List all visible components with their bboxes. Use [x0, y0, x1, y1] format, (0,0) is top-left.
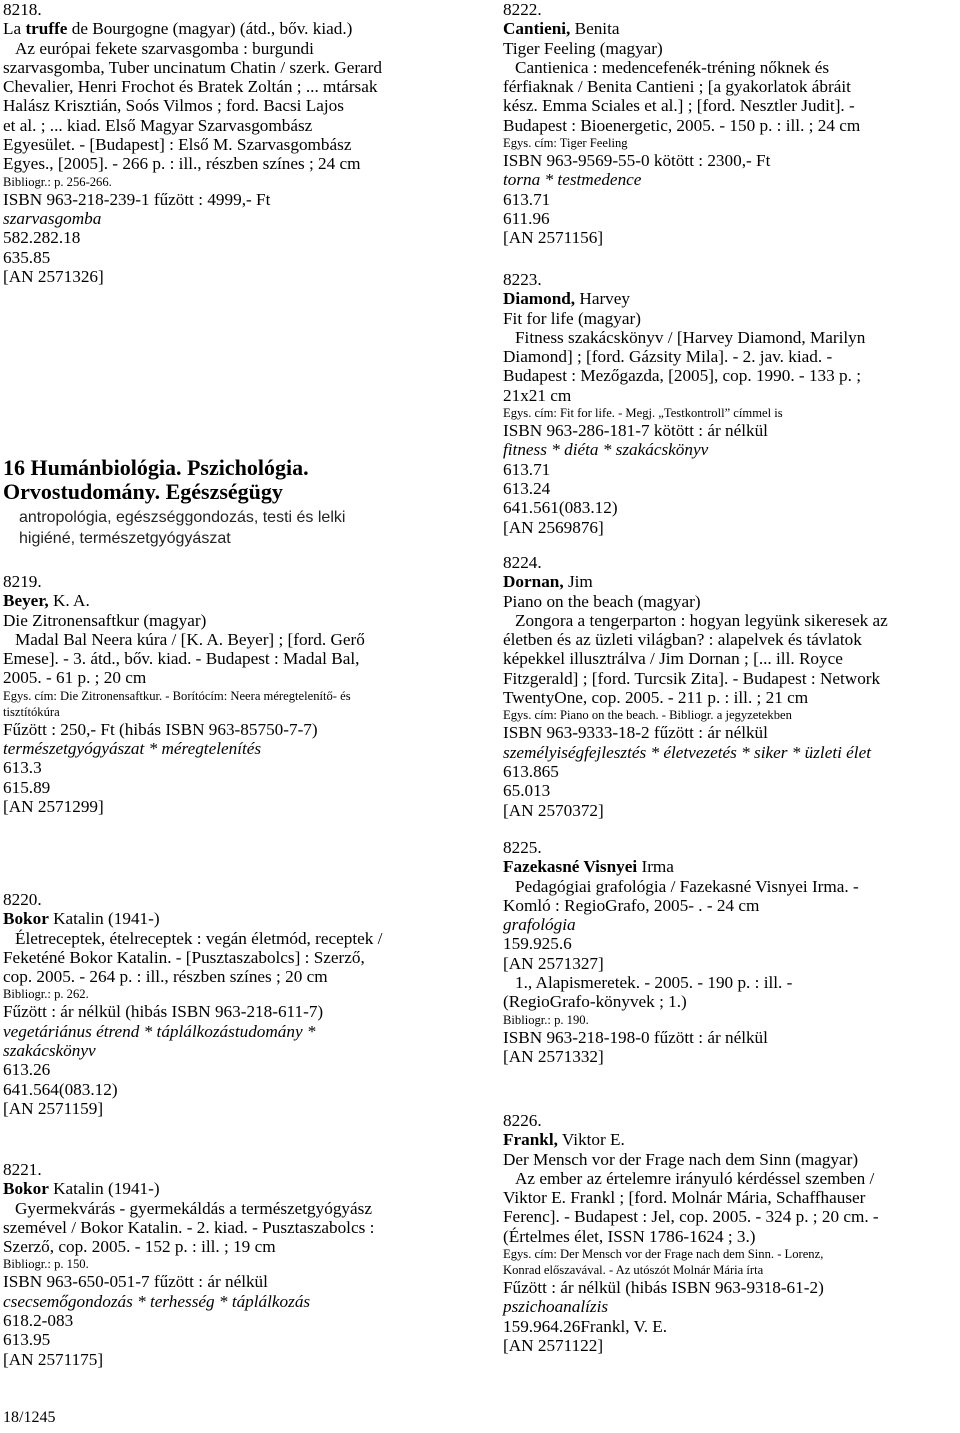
- body-line: Az európai fekete szarvasgomba : burgundi: [15, 38, 314, 58]
- body-line: életben és az üzleti világban? : alapelvek és távlatok: [503, 630, 862, 650]
- subject-line: fitness * diéta * szakácskönyv: [503, 440, 709, 460]
- note-line: Egys. cím: Fit for life. - Megj. „Testkontroll” címmel is: [503, 406, 783, 421]
- body-line: kész. Emma Sciales et al.] ; [ford. Nesztler Judit]. -: [503, 96, 855, 116]
- entry-number: 8222.: [503, 0, 542, 19]
- code-line: 641.561(083.12): [503, 498, 618, 518]
- code-line: 613.24: [503, 478, 551, 498]
- code-line: 635.85: [3, 247, 51, 267]
- entry-author: [503, 572, 888, 591]
- isbn-line: ISBN 963-9569-55-0 kötött : 2300,- Ft: [503, 151, 771, 171]
- author-surname: Frankl,: [503, 1130, 558, 1150]
- entry-number: 8220.: [3, 890, 42, 909]
- author-given: Benita: [570, 19, 620, 39]
- entry-author: [3, 591, 365, 610]
- body-line: Madal Bal Neera kúra / [K. A. Beyer] ; [ford. Gerő: [15, 629, 365, 649]
- body-line: Pedagógiai grafológia / Fazekasné Visnyei Irma. -: [515, 876, 859, 896]
- body-line: Az ember az értelemre irányuló kérdéssel szemben /: [515, 1168, 875, 1188]
- entry-title: Tiger Feeling (magyar): [503, 38, 663, 58]
- body-line: Életreceptek, ételreceptek : vegán életmód, receptek /: [15, 928, 383, 948]
- body-line: 21x21 cm: [503, 385, 572, 405]
- body-line: TwentyOne, cop. 2005. - 211 p. : ill. ; 21 cm: [503, 688, 809, 708]
- note-line: Egys. cím: Der Mensch vor der Frage nach dem Sinn. - Lorenz,: [503, 1247, 824, 1262]
- body-line: (RegioGrafo-könyvek ; 1.): [503, 992, 687, 1012]
- entry-number: 8225.: [503, 838, 542, 857]
- entry-author: [3, 909, 382, 928]
- note-line: Bibliogr.: p. 262.: [3, 987, 89, 1002]
- page-number: 18/1245: [3, 1409, 56, 1426]
- entry-title: Piano on the beach (magyar): [503, 591, 701, 611]
- code-line: 618.2-083: [3, 1311, 74, 1331]
- entry-8223: [503, 270, 865, 537]
- body-line: Komló : RegioGrafo, 2005- . - 24 cm: [503, 895, 760, 915]
- code-line: [AN 2571332]: [503, 1046, 604, 1066]
- code-line: 613.3: [3, 758, 42, 778]
- section-heading-line: Orvostudomány. Egészségügy: [3, 479, 283, 504]
- body-line: cop. 2005. - 264 p. : ill., részben színes ; 20 cm: [3, 967, 328, 987]
- entry-number: 8218.: [3, 0, 42, 19]
- isbn-line: ISBN 963-650-051-7 fűzött : ár nélkül: [3, 1272, 268, 1292]
- author-given: Irma: [637, 857, 674, 877]
- code-line: [AN 2571327]: [503, 953, 604, 973]
- entry-title: [3, 19, 382, 38]
- note-line: Bibliogr.: p. 256-266.: [3, 174, 112, 189]
- code-line: [AN 2571156]: [503, 228, 604, 248]
- code-line: 641.564(083.12): [3, 1079, 118, 1099]
- body-line: Fitzgerald] ; [ford. Turcsik Zita]. - Budapest : Network: [503, 668, 881, 688]
- entry-8218: [3, 0, 382, 286]
- subject-line: személyiségfejlesztés * életvezetés * siker * üzleti élet: [503, 742, 871, 762]
- code-line: [AN 2570372]: [503, 800, 604, 820]
- body-line: Chevalier, Henri Frochot és Bratek Zoltán ; ... mtársak: [3, 77, 378, 97]
- entry-8219: [3, 572, 365, 816]
- author-given: Katalin (1941-): [48, 1179, 160, 1199]
- entry-title: Die Zitronensaftkur (magyar): [3, 610, 207, 630]
- entry-number: 8223.: [503, 270, 542, 289]
- entry-number: 8219.: [3, 572, 42, 591]
- note-line: Bibliogr.: p. 190.: [503, 1012, 589, 1027]
- code-line: [AN 2571159]: [3, 1098, 104, 1118]
- subject-line: szarvasgomba: [3, 208, 102, 228]
- code-line: 613.865: [503, 761, 559, 781]
- entry-author: [503, 289, 865, 308]
- body-line: Halász Krisztián, Soós Vilmos ; ford. Bacsi Lajos: [3, 96, 344, 116]
- entry-title: Der Mensch vor der Frage nach dem Sinn (magyar): [503, 1149, 859, 1169]
- note-line: Egys. cím: Die Zitronensaftkur. - Borítócím: Neera méregtelenítő- és: [3, 688, 351, 703]
- author-given: K. A.: [48, 591, 90, 611]
- author-surname: Diamond,: [503, 289, 576, 309]
- note-line: Konrad előszavával. - Az utószót Molnár Mária írta: [503, 1263, 764, 1278]
- entry-author: [503, 1130, 879, 1149]
- entry-8226: [503, 1111, 879, 1355]
- author-surname: Cantieni,: [503, 19, 571, 39]
- body-line: Viktor E. Frankl ; [ford. Molnár Mária, Schaffhauser: [503, 1188, 866, 1208]
- body-line: Feketéné Bokor Katalin. - [Pusztaszabolcs] : Szerző,: [3, 947, 365, 967]
- entry-8222: [503, 0, 860, 248]
- section-subtitle: [19, 507, 469, 549]
- code-line: 582.282.18: [3, 228, 81, 248]
- note-line: Bibliogr.: p. 150.: [3, 1257, 89, 1272]
- body-line: Fitness szakácskönyv / [Harvey Diamond, Marilyn: [515, 327, 866, 347]
- code-line: 613.26: [3, 1060, 51, 1080]
- title-suffix: de Bourgogne (magyar) (átd., bőv. kiad.): [67, 19, 353, 39]
- section-heading-line: 16 Humánbiológia. Pszichológia.: [3, 455, 309, 480]
- body-line: 2005. - 61 p. ; 20 cm: [3, 668, 147, 688]
- body-line: Gyermekvárás - gyermekáldás a természetgyógyász: [15, 1198, 372, 1218]
- isbn-line: Fűzött : ár nélkül (hibás ISBN 963-9318-61-2): [503, 1278, 824, 1298]
- subject-line: csecsemőgondozás * terhesség * táplálkozás: [3, 1291, 311, 1311]
- code-line: [AN 2571122]: [503, 1335, 604, 1355]
- body-line: szarvasgomba, Tuber uncinatum Chatin / szerk. Gerard: [3, 57, 382, 77]
- body-line: 1., Alapismeretek. - 2005. - 190 p. : ill. -: [515, 973, 793, 993]
- author-given: Harvey: [575, 289, 630, 309]
- section-subtitle-line: higiéné, természetgyógyászat: [19, 530, 231, 547]
- title-keyword: truffe: [25, 19, 68, 39]
- author-surname: Fazekasné Visnyei: [503, 857, 638, 877]
- subject-line: torna * testmedence: [503, 170, 642, 190]
- entry-8221: [3, 1160, 374, 1369]
- body-line: képekkel illusztrálva / Jim Dornan ; [... ill. Royce: [503, 649, 843, 669]
- entry-number: 8221.: [3, 1160, 42, 1179]
- author-given: Viktor E.: [557, 1130, 625, 1150]
- isbn-line: Fűzött : ár nélkül (hibás ISBN 963-218-611-7): [3, 1002, 324, 1022]
- author-surname: Bokor: [3, 1179, 49, 1199]
- entry-author: [503, 857, 859, 876]
- body-line: et al. ; ... kiad. Első Magyar Szarvasgombász: [3, 115, 313, 135]
- section-subtitle-line: antropológia, egészséggondozás, testi és lelki: [19, 509, 346, 526]
- subject-line: szakácskönyv: [3, 1041, 96, 1061]
- body-line: Diamond] ; [ford. Gázsity Mila]. - 2. jav. kiad. -: [503, 347, 833, 367]
- body-line: Cantienica : medencefenék-tréning nőknek és: [515, 57, 830, 77]
- body-line: Egyesület. - [Budapest] : Első M. Szarvasgombász: [3, 135, 352, 155]
- section-heading: [3, 456, 473, 504]
- subject-line: természetgyógyászat * méregtelenítés: [3, 739, 262, 759]
- code-line: [AN 2571299]: [3, 796, 104, 816]
- code-line: 613.71: [503, 189, 551, 209]
- author-given: Katalin (1941-): [48, 909, 160, 929]
- code-line: 615.89: [3, 777, 51, 797]
- body-line: szemével / Bokor Katalin. - 2. kiad. - Pusztaszabolcs :: [3, 1217, 375, 1237]
- subject-line: vegetáriánus étrend * táplálkozástudomány *: [3, 1021, 316, 1041]
- isbn-line: ISBN 963-218-198-0 fűzött : ár nélkül: [503, 1027, 768, 1047]
- code-line: [AN 2571175]: [3, 1349, 104, 1369]
- entry-8224: [503, 553, 888, 820]
- author-surname: Bokor: [3, 909, 49, 929]
- author-surname: Beyer,: [3, 591, 49, 611]
- author-surname: Dornan,: [503, 572, 564, 592]
- code-line: [AN 2571326]: [3, 266, 104, 286]
- isbn-line: Fűzött : 250,- Ft (hibás ISBN 963-85750-7-7): [3, 719, 318, 739]
- body-line: Emese]. - 3. átd., bőv. kiad. - Budapest : Madal Bal,: [3, 649, 360, 669]
- author-given: Jim: [563, 572, 593, 592]
- entry-number: 8226.: [503, 1111, 542, 1130]
- code-line: 611.96: [503, 208, 550, 228]
- isbn-line: ISBN 963-9333-18-2 fűzött : ár nélkül: [503, 723, 768, 743]
- entry-author: [3, 1179, 374, 1198]
- entry-8220: [3, 890, 382, 1118]
- body-line: (Értelmes élet, ISSN 1786-1624 ; 3.): [503, 1226, 756, 1246]
- body-line: Budapest : Bioenergetic, 2005. - 150 p. : ill. ; 24 cm: [503, 115, 861, 135]
- note-line: tisztítókúra: [3, 704, 60, 719]
- note-line: Egys. cím: Piano on the beach. - Bibliogr. a jegyzetekben: [503, 708, 792, 723]
- title-prefix: La: [3, 19, 26, 39]
- isbn-line: ISBN 963-218-239-1 fűzött : 4999,- Ft: [3, 189, 271, 209]
- entry-number: 8224.: [503, 553, 542, 572]
- code-line: 613.95: [3, 1330, 51, 1350]
- entry-author: [503, 19, 860, 38]
- subject-line: pszichoanalízis: [503, 1297, 609, 1317]
- body-line: Egyes., [2005]. - 266 p. : ill., részben színes ; 24 cm: [3, 154, 361, 174]
- note-line: Egys. cím: Tiger Feeling: [503, 136, 628, 151]
- body-line: férfiaknak / Benita Cantieni ; [a gyakorlatok ábráit: [503, 77, 851, 97]
- isbn-line: ISBN 963-286-181-7 kötött : ár nélkül: [503, 421, 768, 441]
- entry-8225: [503, 838, 859, 1066]
- code-line: 159.964.26Frankl, V. E.: [503, 1316, 668, 1336]
- code-line: [AN 2569876]: [503, 517, 604, 537]
- body-line: Ferenc]. - Budapest : Jel, cop. 2005. - 324 p. ; 20 cm. -: [503, 1207, 879, 1227]
- subject-line: grafológia: [503, 915, 576, 935]
- entry-title: Fit for life (magyar): [503, 308, 641, 328]
- code-line: 159.925.6: [503, 934, 572, 954]
- code-line: 613.71: [503, 459, 551, 479]
- code-line: 65.013: [503, 781, 551, 801]
- body-line: Szerző, cop. 2005. - 152 p. : ill. ; 19 cm: [3, 1237, 276, 1257]
- body-line: Zongora a tengerparton : hogyan legyünk sikeresek az: [515, 610, 888, 630]
- body-line: Budapest : Mezőgazda, [2005], cop. 1990. - 133 p. ;: [503, 366, 861, 386]
